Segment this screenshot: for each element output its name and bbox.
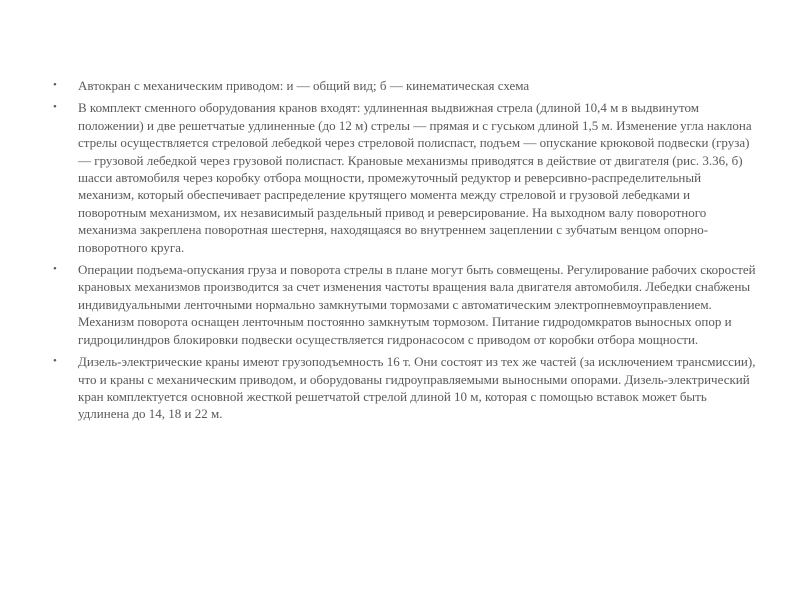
bullet-text: Операции подъема-опускания груза и поворота стрелы в плане могут быть совмещены. Регулирование рабочих скоростей крановых механизмов производится за счет изменения частоты вращения вала двигателя автомобиля. Лебедки снабжены индивидуальными ленточными нормально замкнутыми тормозами с автоматическим электропневмоуправлением. Механизм поворота оснащен ленточным постоянно замкнутым тормозом. Питание гидродомкратов выносных опор и гидроцилиндров блокировки подвески осуществляется гидронасосом с приводом от коробки отбора мощности. — [78, 262, 756, 347]
bullet-dot-icon: • — [53, 263, 57, 276]
bullet-item — [53, 77, 758, 94]
bullet-dot-icon: • — [53, 79, 57, 91]
bullet-dot-icon: • — [53, 101, 57, 114]
bullet-text: Автокран с механическим приводом: и — общий вид; б — кинематическая схема — [78, 78, 530, 93]
bullet-list — [53, 77, 758, 423]
bullet-item — [53, 353, 758, 423]
bullet-item — [53, 99, 758, 256]
bullet-item — [53, 261, 758, 348]
bullet-dot-icon: • — [53, 355, 57, 368]
bullet-text: В комплект сменного оборудования кранов входят: удлиненная выдвижная стрела (длиной 10,4 м в выдвинутом положении) и две решетчатые удлиненные (до 12 м) стрелы — прямая и с гуськом длиной 1,5 м. Изменение угла наклона стрелы осуществляется стреловой лебедкой через стреловой полиспаст, подъем — опускание крюковой подвески (груза) — грузовой лебедкой через грузовой полиспаст. Крановые механизмы приводятся в действие от двигателя (рис. 3.36, б) шасси автомобиля через коробку отбора мощности, промежуточный редуктор и реверсивно-распределительный механизм, который обеспечивает распределение крутящего момента между стреловой и грузовой лебедками и поворотным механизмом, их независимый раздельный привод и реверсирование. На выходном валу поворотного механизма закреплена поворотная шестерня, находящаяся во внутреннем зацеплении с зубчатым венцом опорно-поворотного круга. — [78, 100, 752, 255]
bullet-text: Дизель-электрические краны имеют грузоподъемность 16 т. Они состоят из тех же частей (за исключением трансмиссии), что и краны с механическим приводом, и оборудованы гидроуправляемыми выносными опорами. Дизель-электрический кран комплектуется основной жесткой решетчатой стрелой длиной 10 м, которая с помощью вставок может быть удлинена до 14, 18 и 22 м. — [78, 354, 756, 422]
